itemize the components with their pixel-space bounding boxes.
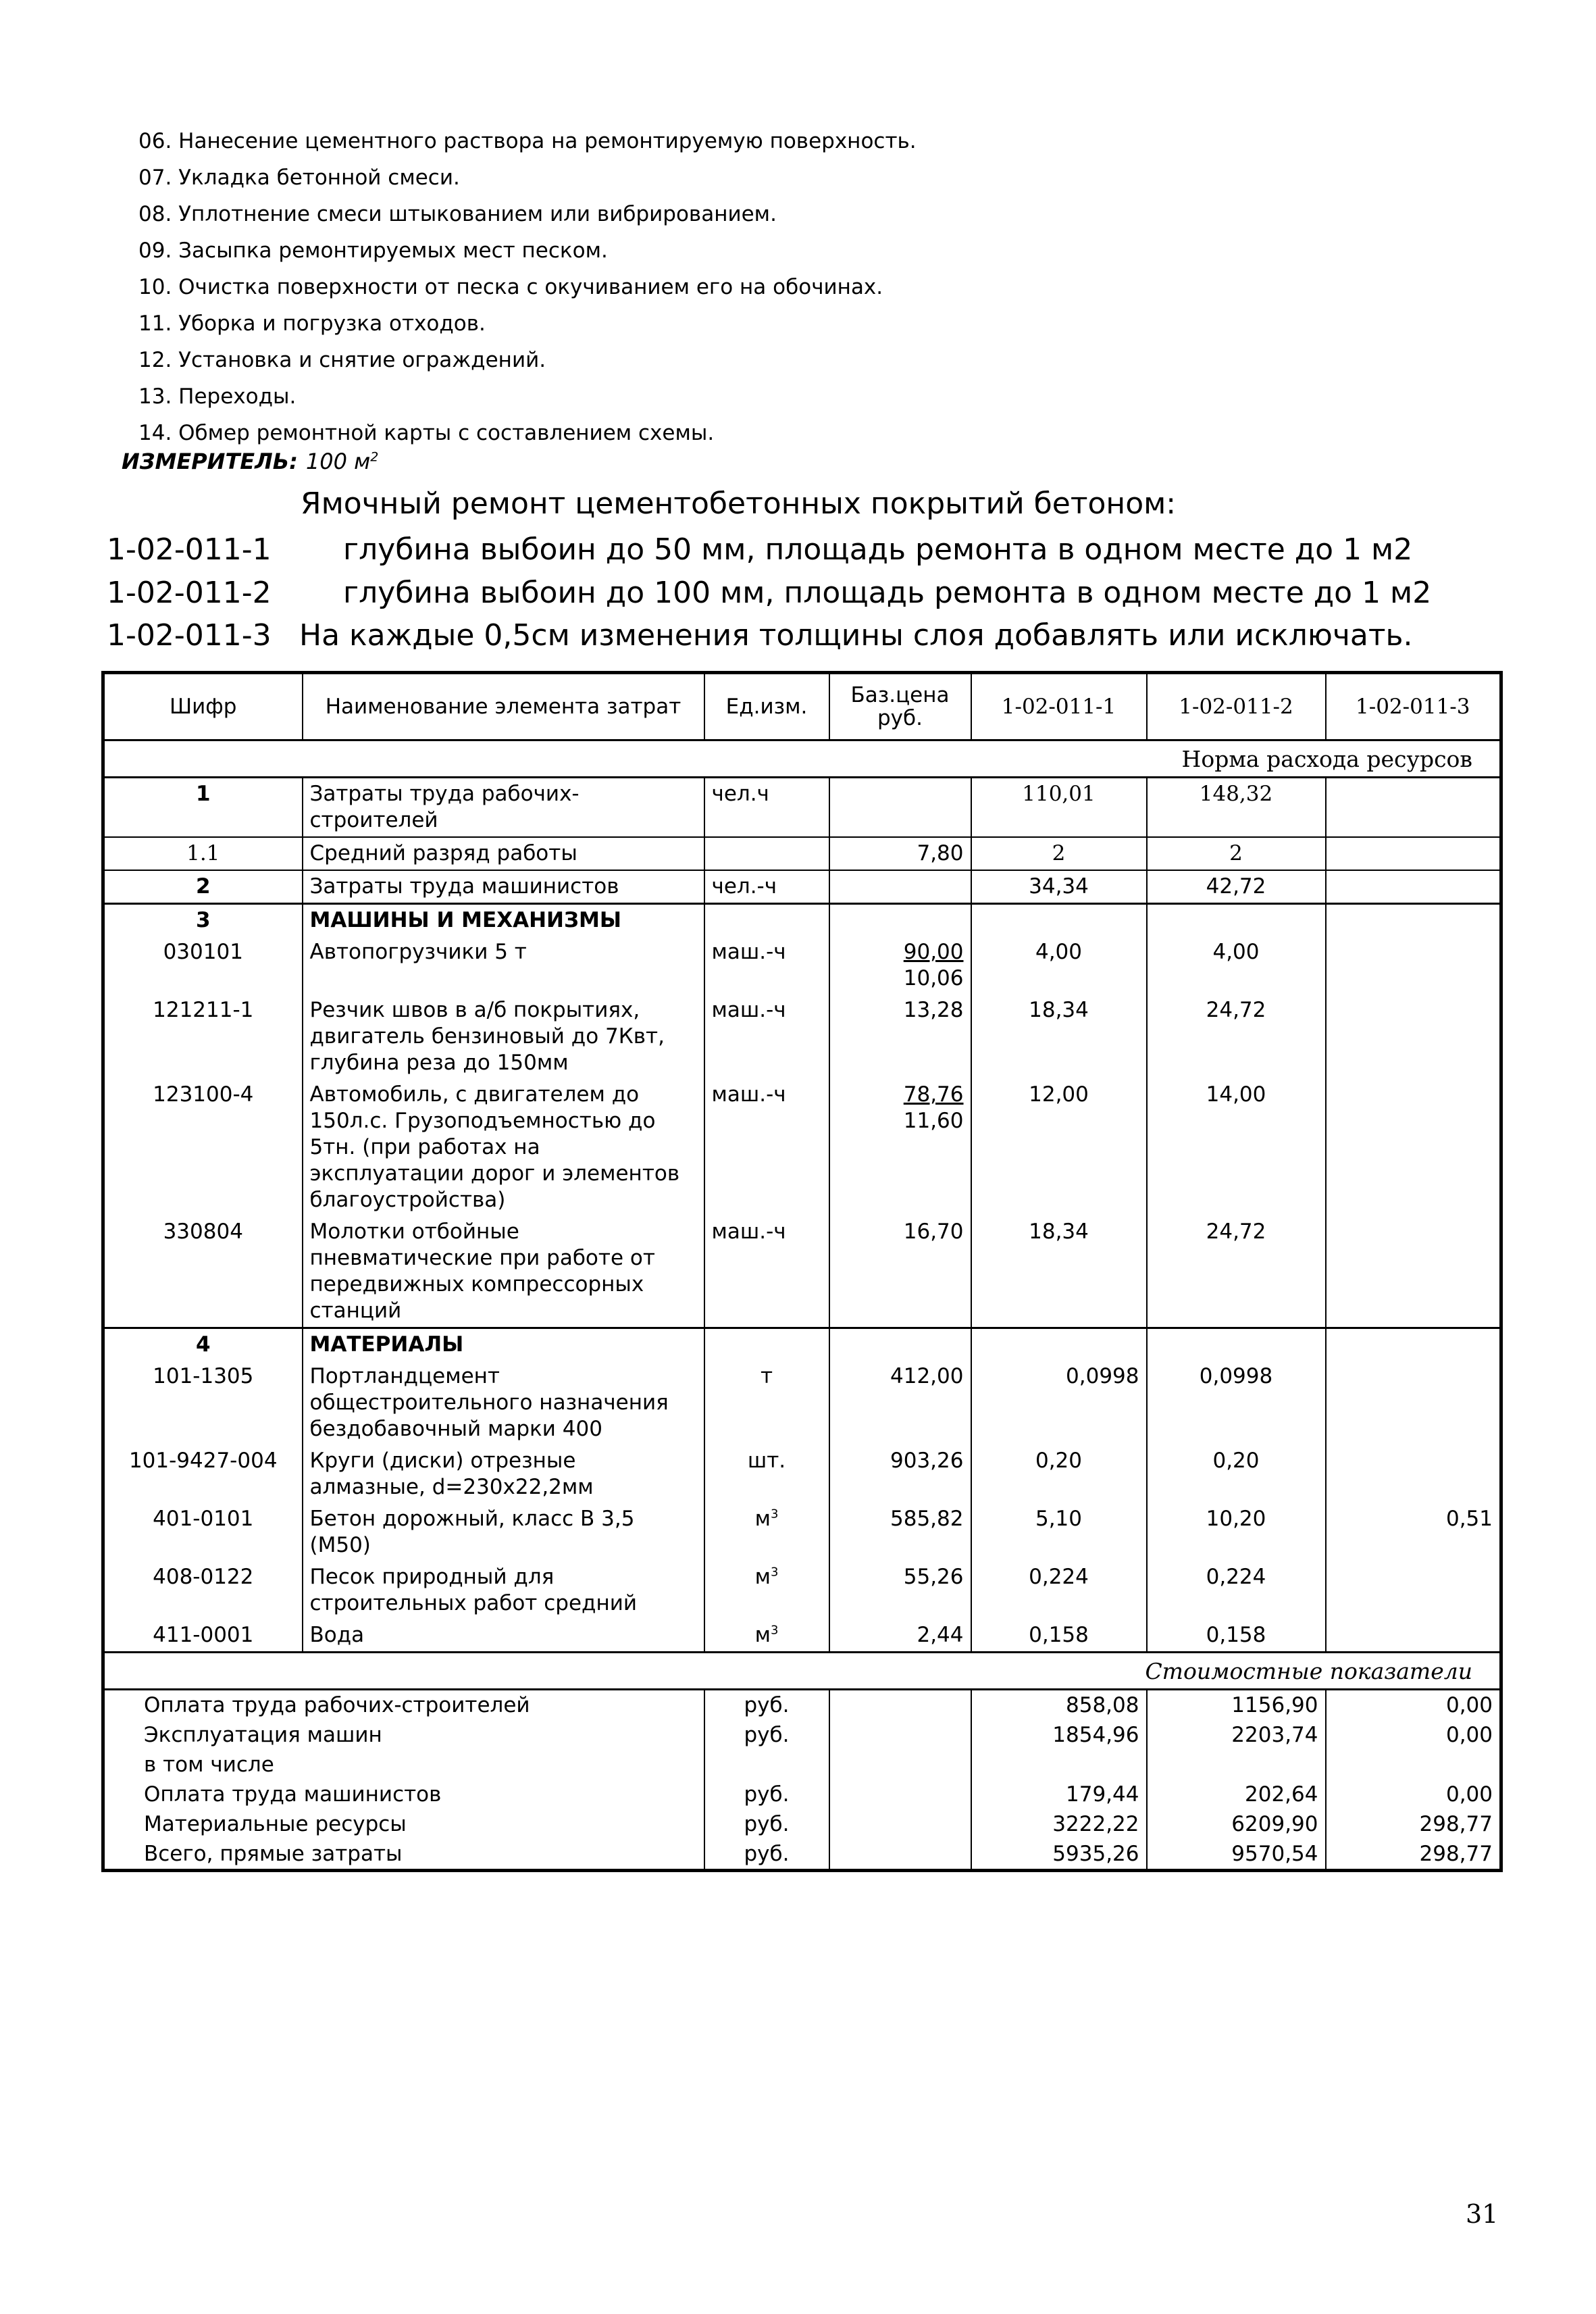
table-row [103,1361,1501,1445]
cell-value-1: 110,01 [971,778,1147,838]
cost-value-2: 1156,90 [1147,1690,1326,1721]
cell-price: 16,70 [829,1216,971,1328]
code-id: 1-02-011-2 [107,576,272,610]
table-row [103,1079,1501,1216]
cell-value-2: 0,224 [1147,1561,1326,1619]
section-title: Стоимостные показатели [103,1653,1501,1690]
header-cipher: Шифр [103,673,303,740]
cell-cipher: 1.1 [103,837,303,870]
cell-price: 412,00 [829,1361,971,1445]
operation-item: 07. Укладка бетонной смеси. [138,166,460,190]
header-price: Баз.цена руб. [829,673,971,740]
cell-name: Резчик швов в а/б покрытиях, двигатель бензиновый до 7Квт, глубина реза до 150мм [303,995,704,1079]
operation-item: 12. Установка и снятие ограждений. [138,348,546,372]
cell-cipher: 123100-4 [103,1079,303,1216]
cell-cipher: 3 [103,904,303,937]
cost-name: Оплата труда рабочих-строителей [103,1690,704,1721]
table-row [103,870,1501,904]
cell-cipher: 411-0001 [103,1619,303,1653]
cell-value-3 [1326,936,1501,995]
cell-price: 55,26 [829,1561,971,1619]
cost-name: Всего, прямые затраты [103,1839,704,1871]
cost-unit: руб. [704,1809,829,1839]
cost-value-3: 0,00 [1326,1780,1501,1809]
table-row [103,1561,1501,1619]
cell-unit: т [704,1361,829,1445]
cost-value-1 [971,1750,1147,1780]
cost-value-3: 0,00 [1326,1720,1501,1750]
cell-cipher: 121211-1 [103,995,303,1079]
cell-value-1: 5,10 [971,1503,1147,1561]
table-row [103,778,1501,838]
cell-value-2: 2 [1147,837,1326,870]
cost-value-1: 5935,26 [971,1839,1147,1871]
header-name: Наименование элемента затрат [303,673,704,740]
cell-value-3: 0,51 [1326,1503,1501,1561]
cell-value-1: 4,00 [971,936,1147,995]
cost-value-1: 3222,22 [971,1809,1147,1839]
group-header-row [103,1328,1501,1361]
cell-value-3 [1326,995,1501,1079]
cost-value-3: 0,00 [1326,1690,1501,1721]
cell-value-3 [1326,1445,1501,1503]
cell-unit: $м^3$ [704,1619,829,1653]
cell-cipher: 1 [103,778,303,838]
cost-name: Материальные ресурсы [103,1809,704,1839]
cell-unit: маш.-ч [704,1216,829,1328]
cost-value-1: 179,44 [971,1780,1147,1809]
cost-value-2: 2203,74 [1147,1720,1326,1750]
cell-cipher: 330804 [103,1216,303,1328]
cell-value-2: 42,72 [1147,870,1326,904]
measure-label: ИЗМЕРИТЕЛЬ: [122,449,298,474]
operation-item: 08. Уплотнение смеси штыкованием или вибрированием. [138,202,777,226]
cell-cipher: 101-9427-004 [103,1445,303,1503]
cell-price: 585,82 [829,1503,971,1561]
cell-value-1: 12,00 [971,1079,1147,1216]
operation-item: 10. Очистка поверхности от песка с окучиванием его на обочинах. [138,275,883,299]
table-row [103,995,1501,1079]
cell-value-3 [1326,1216,1501,1328]
cell-price: 78,76 11,60 [829,1079,971,1216]
cell-value-2: 10,20 [1147,1503,1326,1561]
table-row [103,936,1501,995]
operations-list [138,123,1422,451]
cell-value-1: 0,158 [971,1619,1147,1653]
header-code-1: 1-02-011-1 [971,673,1147,740]
cost-name: Оплата труда машинистов [103,1780,704,1809]
operation-item: 11. Уборка и погрузка отходов. [138,311,486,336]
cell-value-1: 0,0998 [971,1361,1147,1445]
cell-value-3 [1326,1561,1501,1619]
cell-value-1: 0,224 [971,1561,1147,1619]
resource-norm-table [101,671,1503,1872]
section-title: Норма расхода ресурсов [103,740,1501,778]
cell-value-1: 18,34 [971,995,1147,1079]
code-description: На каждые 0,5см изменения толщины слоя добавлять или исключать. [299,618,1413,653]
cell-unit: шт. [704,1445,829,1503]
cell-price: 13,28 [829,995,971,1079]
cell-cipher: 408-0122 [103,1561,303,1619]
cost-row [103,1750,1501,1780]
operation-item: 09. Засыпка ремонтируемых мест песком. [138,238,608,263]
cell-value-3 [1326,778,1501,838]
table-row [103,837,1501,870]
cell-unit: маш.-ч [704,995,829,1079]
operation-item: 14. Обмер ремонтной карты с составлением схемы. [138,421,715,445]
table-header-row [103,673,1501,740]
cell-value-3 [1326,1619,1501,1653]
cost-row [103,1690,1501,1721]
cost-value-3 [1326,1750,1501,1780]
cell-name: Затраты труда рабочих-строителей [303,778,704,838]
cell-unit: чел.ч [704,778,829,838]
table-row [103,1216,1501,1328]
cell-unit: $м^3$ [704,1561,829,1619]
cell-cipher: 4 [103,1328,303,1361]
cost-row [103,1839,1501,1871]
cell-unit: чел.-ч [704,870,829,904]
cell-value-3 [1326,870,1501,904]
code-description: глубина выбоин до 50 мм, площадь ремонта в одном месте до 1 м2 [343,532,1413,567]
table-row [103,1619,1501,1653]
cell-cipher: 101-1305 [103,1361,303,1445]
operation-item: 13. Переходы. [138,384,297,409]
cost-row [103,1780,1501,1809]
cell-name: Круги (диски) отрезные алмазные, d=230х22,2мм [303,1445,704,1503]
cost-value-2: 9570,54 [1147,1839,1326,1871]
cell-value-1: 34,34 [971,870,1147,904]
cost-name: в том числе [103,1750,704,1780]
cell-name: Бетон дорожный, класс В 3,5 (М50) [303,1503,704,1561]
cell-value-2: 4,00 [1147,936,1326,995]
cost-value-2: 6209,90 [1147,1809,1326,1839]
cell-cipher: 2 [103,870,303,904]
cost-value-1: 858,08 [971,1690,1147,1721]
cell-value-2: 24,72 [1147,995,1326,1079]
code-description: глубина выбоин до 100 мм, площадь ремонта в одном месте до 1 м2 [343,576,1432,610]
cell-unit: маш.-ч [704,936,829,995]
cost-name: Эксплуатация машин [103,1720,704,1750]
group-header-row [103,904,1501,937]
cost-value-1: 1854,96 [971,1720,1147,1750]
cell-name: Средний разряд работы [303,837,704,870]
table-row [103,1445,1501,1503]
code-line [107,613,1412,658]
operation-item: 06. Нанесение цементного раствора на ремонтируемую поверхность. [138,129,917,153]
measure-unit [122,449,378,474]
cell-unit [704,837,829,870]
cell-price: 7,80 [829,837,971,870]
cell-value-2: 0,20 [1147,1445,1326,1503]
cost-value-3: 298,77 [1326,1809,1501,1839]
cell-value-3 [1326,1361,1501,1445]
cost-value-3: 298,77 [1326,1839,1501,1871]
cell-name: Портландцемент общестроительного назначения бездобавочный марки 400 [303,1361,704,1445]
page-number: 31 [1466,2199,1499,2229]
cell-value-1: 18,34 [971,1216,1147,1328]
cost-unit: руб. [704,1720,829,1750]
header-unit: Ед.изм. [704,673,829,740]
cost-unit [704,1750,829,1780]
cost-value-2 [1147,1750,1326,1780]
cell-value-2: 0,0998 [1147,1361,1326,1445]
cell-value-1: 0,20 [971,1445,1147,1503]
cell-name: Автомобиль, с двигателем до 150л.с. Грузоподъемностью до 5тн. (при работах на эксплуатации дорог и элементов благоустройства) [303,1079,704,1216]
cell-price: 2,44 [829,1619,971,1653]
cell-value-3 [1326,837,1501,870]
cell-unit: маш.-ч [704,1079,829,1216]
header-code-3: 1-02-011-3 [1326,673,1501,740]
cell-price: 90,00 10,06 [829,936,971,995]
cell-price [829,870,971,904]
cell-name: Молотки отбойные пневматические при работе от передвижных компрессорных станций [303,1216,704,1328]
cell-value-2: 0,158 [1147,1619,1326,1653]
work-heading: Ямочный ремонт цементобетонных покрытий бетоном: [301,486,1177,521]
code-line [107,571,1431,615]
cost-row [103,1809,1501,1839]
cell-name: Затраты труда машинистов [303,870,704,904]
section-row-norm [103,740,1501,778]
cell-value-1: 2 [971,837,1147,870]
group-title: МАШИНЫ И МЕХАНИЗМЫ [303,904,704,937]
section-row-cost [103,1653,1501,1690]
cell-value-2: 148,32 [1147,778,1326,838]
code-id: 1-02-011-3 [107,618,272,653]
cell-value-3 [1326,1079,1501,1216]
measure-value: 100 $м^2$ [305,449,379,474]
cell-name: Песок природный для строительных работ средний [303,1561,704,1619]
cost-unit: руб. [704,1780,829,1809]
cell-unit: $м^3$ [704,1503,829,1561]
cell-price: 903,26 [829,1445,971,1503]
cell-value-2: 24,72 [1147,1216,1326,1328]
group-title: МАТЕРИАЛЫ [303,1328,704,1361]
cell-name: Вода [303,1619,704,1653]
cell-price [829,778,971,838]
code-id: 1-02-011-1 [107,532,272,567]
header-code-2: 1-02-011-2 [1147,673,1326,740]
cell-cipher: 030101 [103,936,303,995]
cell-cipher: 401-0101 [103,1503,303,1561]
code-line [107,528,1412,572]
cost-unit: руб. [704,1839,829,1871]
cost-unit: руб. [704,1690,829,1721]
cost-value-2: 202,64 [1147,1780,1326,1809]
table-row [103,1503,1501,1561]
cost-row [103,1720,1501,1750]
cell-name: Автопогрузчики 5 т [303,936,704,995]
cell-value-2: 14,00 [1147,1079,1326,1216]
